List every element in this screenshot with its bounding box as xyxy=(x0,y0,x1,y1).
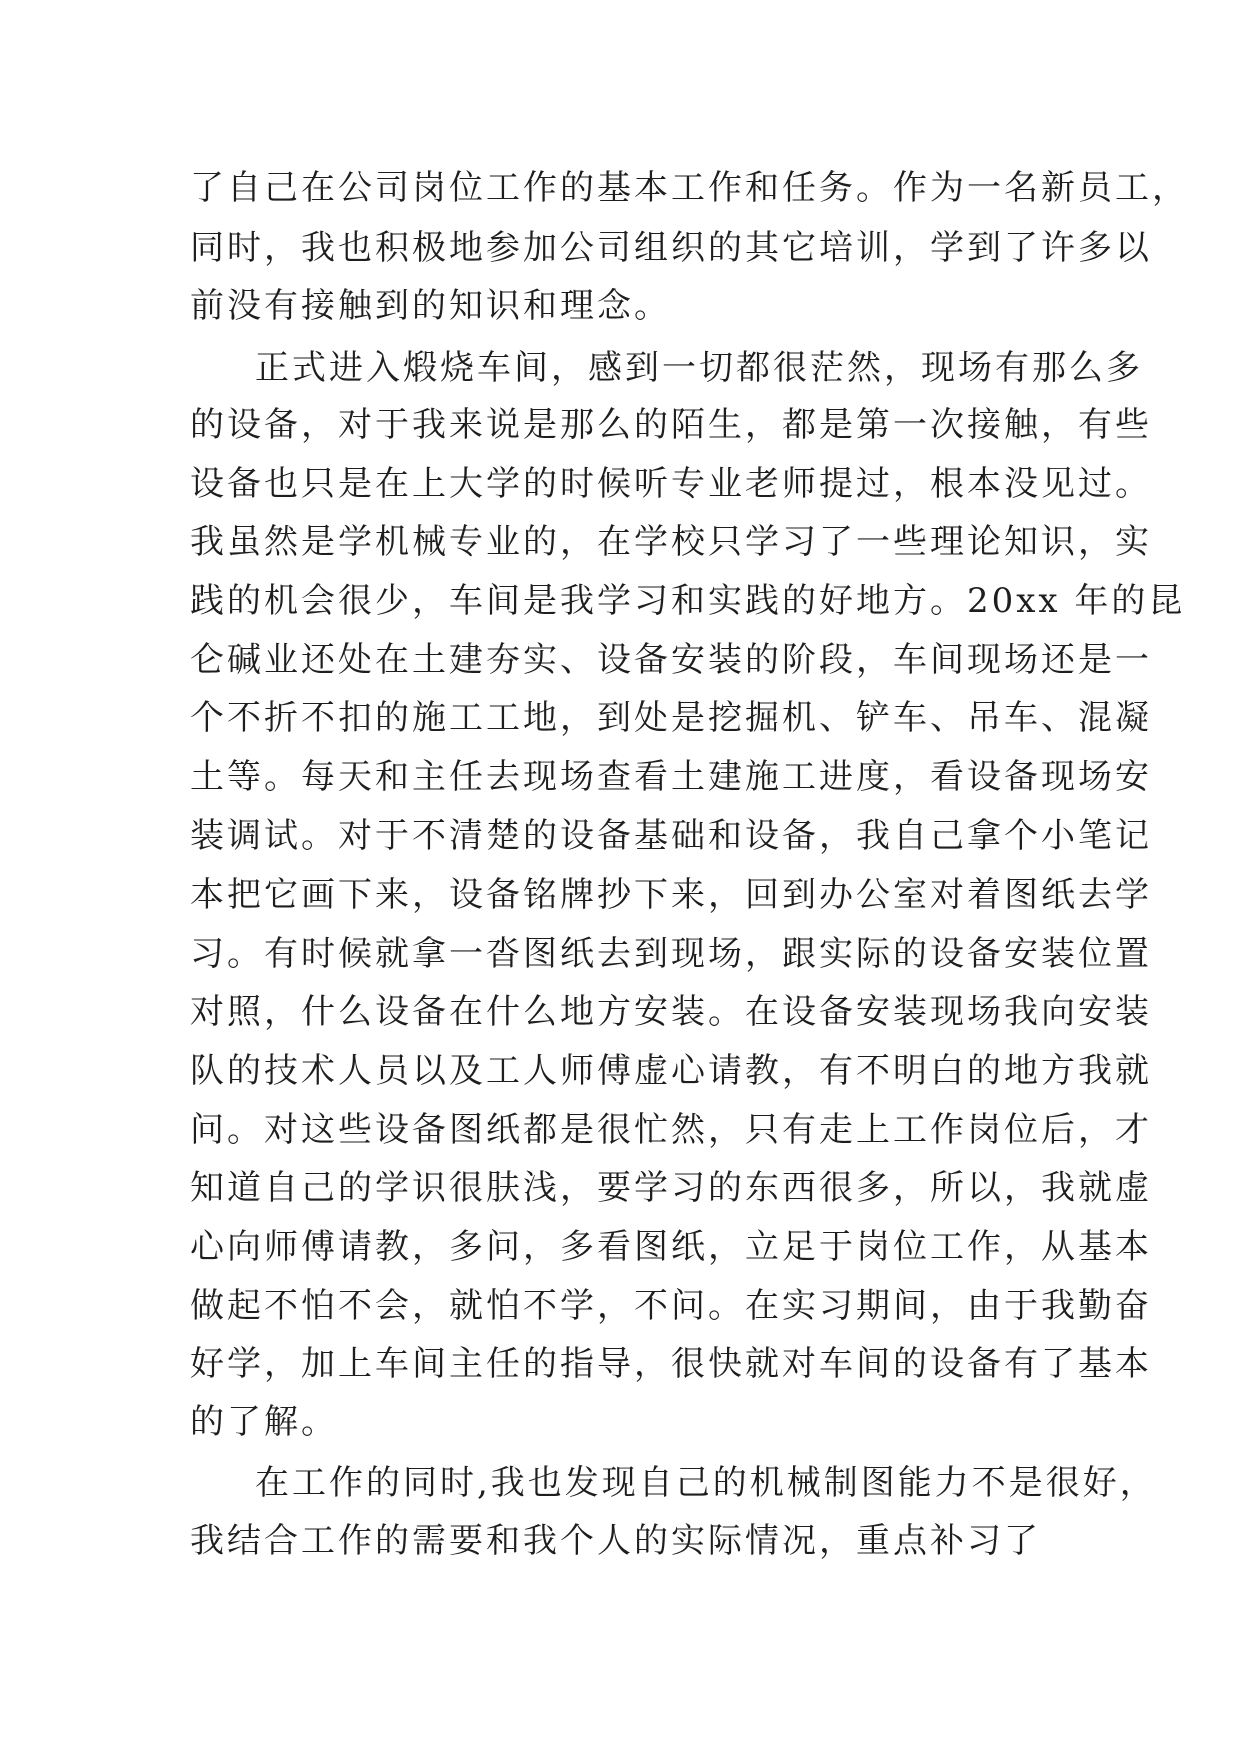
text-line: 个不折不扣的施工工地，到处是挖掘机、铲车、吊车、混凝 xyxy=(190,698,1152,738)
text-line: 问。对这些设备图纸都是很忙然，只有走上工作岗位后，才 xyxy=(190,1110,1152,1150)
text-line: 的了解。 xyxy=(190,1402,338,1442)
text-line: 装调试。对于不清楚的设备基础和设备，我自己拿个小笔记 xyxy=(190,816,1152,856)
text-line: 设备也只是在上大学的时候听专业老师提过，根本没见过。 xyxy=(190,464,1152,504)
text-line: 心向师傅请教，多问，多看图纸，立足于岗位工作，从基本 xyxy=(190,1227,1152,1267)
text-line: 前没有接触到的知识和理念。 xyxy=(190,286,671,326)
text-line: 队的技术人员以及工人师傅虚心请教，有不明白的地方我就 xyxy=(190,1051,1152,1091)
text-line: 仑碱业还处在土建夯实、设备安装的阶段，车间现场还是一 xyxy=(190,640,1152,680)
text-line: 本把它画下来，设备铭牌抄下来，回到办公室对着图纸去学 xyxy=(190,875,1152,915)
text-line: 我虽然是学机械专业的，在学校只学习了一些理论知识，实 xyxy=(190,522,1152,562)
text-line: 践的机会很少，车间是我学习和实践的好地方。20xx 年的昆 xyxy=(190,581,1186,621)
text-line: 土等。每天和主任去现场查看土建施工进度，看设备现场安 xyxy=(190,757,1152,797)
text-line: 了自己在公司岗位工作的基本工作和任务。作为一名新员工， xyxy=(190,168,1189,208)
text-line: 知道自己的学识很肤浅，要学习的东西很多，所以，我就虚 xyxy=(190,1168,1152,1208)
text-line: 习。有时候就拿一沓图纸去到现场，跟实际的设备安装位置 xyxy=(190,934,1152,974)
text-line: 我结合工作的需要和我个人的实际情况，重点补习了 xyxy=(190,1521,1041,1561)
text-line: 做起不怕不会，就怕不学，不问。在实习期间，由于我勤奋 xyxy=(190,1286,1152,1326)
text-line: 好学，加上车间主任的指导，很快就对车间的设备有了基本 xyxy=(190,1344,1152,1384)
paragraph-first-line: 在工作的同时,我也发现自己的机械制图能力不是很好， xyxy=(255,1463,1157,1503)
paragraph-first-line: 正式进入煅烧车间，感到一切都很茫然，现场有那么多 xyxy=(255,348,1143,388)
text-line: 的设备，对于我来说是那么的陌生，都是第一次接触，有些 xyxy=(190,405,1152,445)
text-line: 同时，我也积极地参加公司组织的其它培训，学到了许多以 xyxy=(190,228,1152,268)
text-line: 对照，什么设备在什么地方安装。在设备安装现场我向安装 xyxy=(190,992,1152,1032)
